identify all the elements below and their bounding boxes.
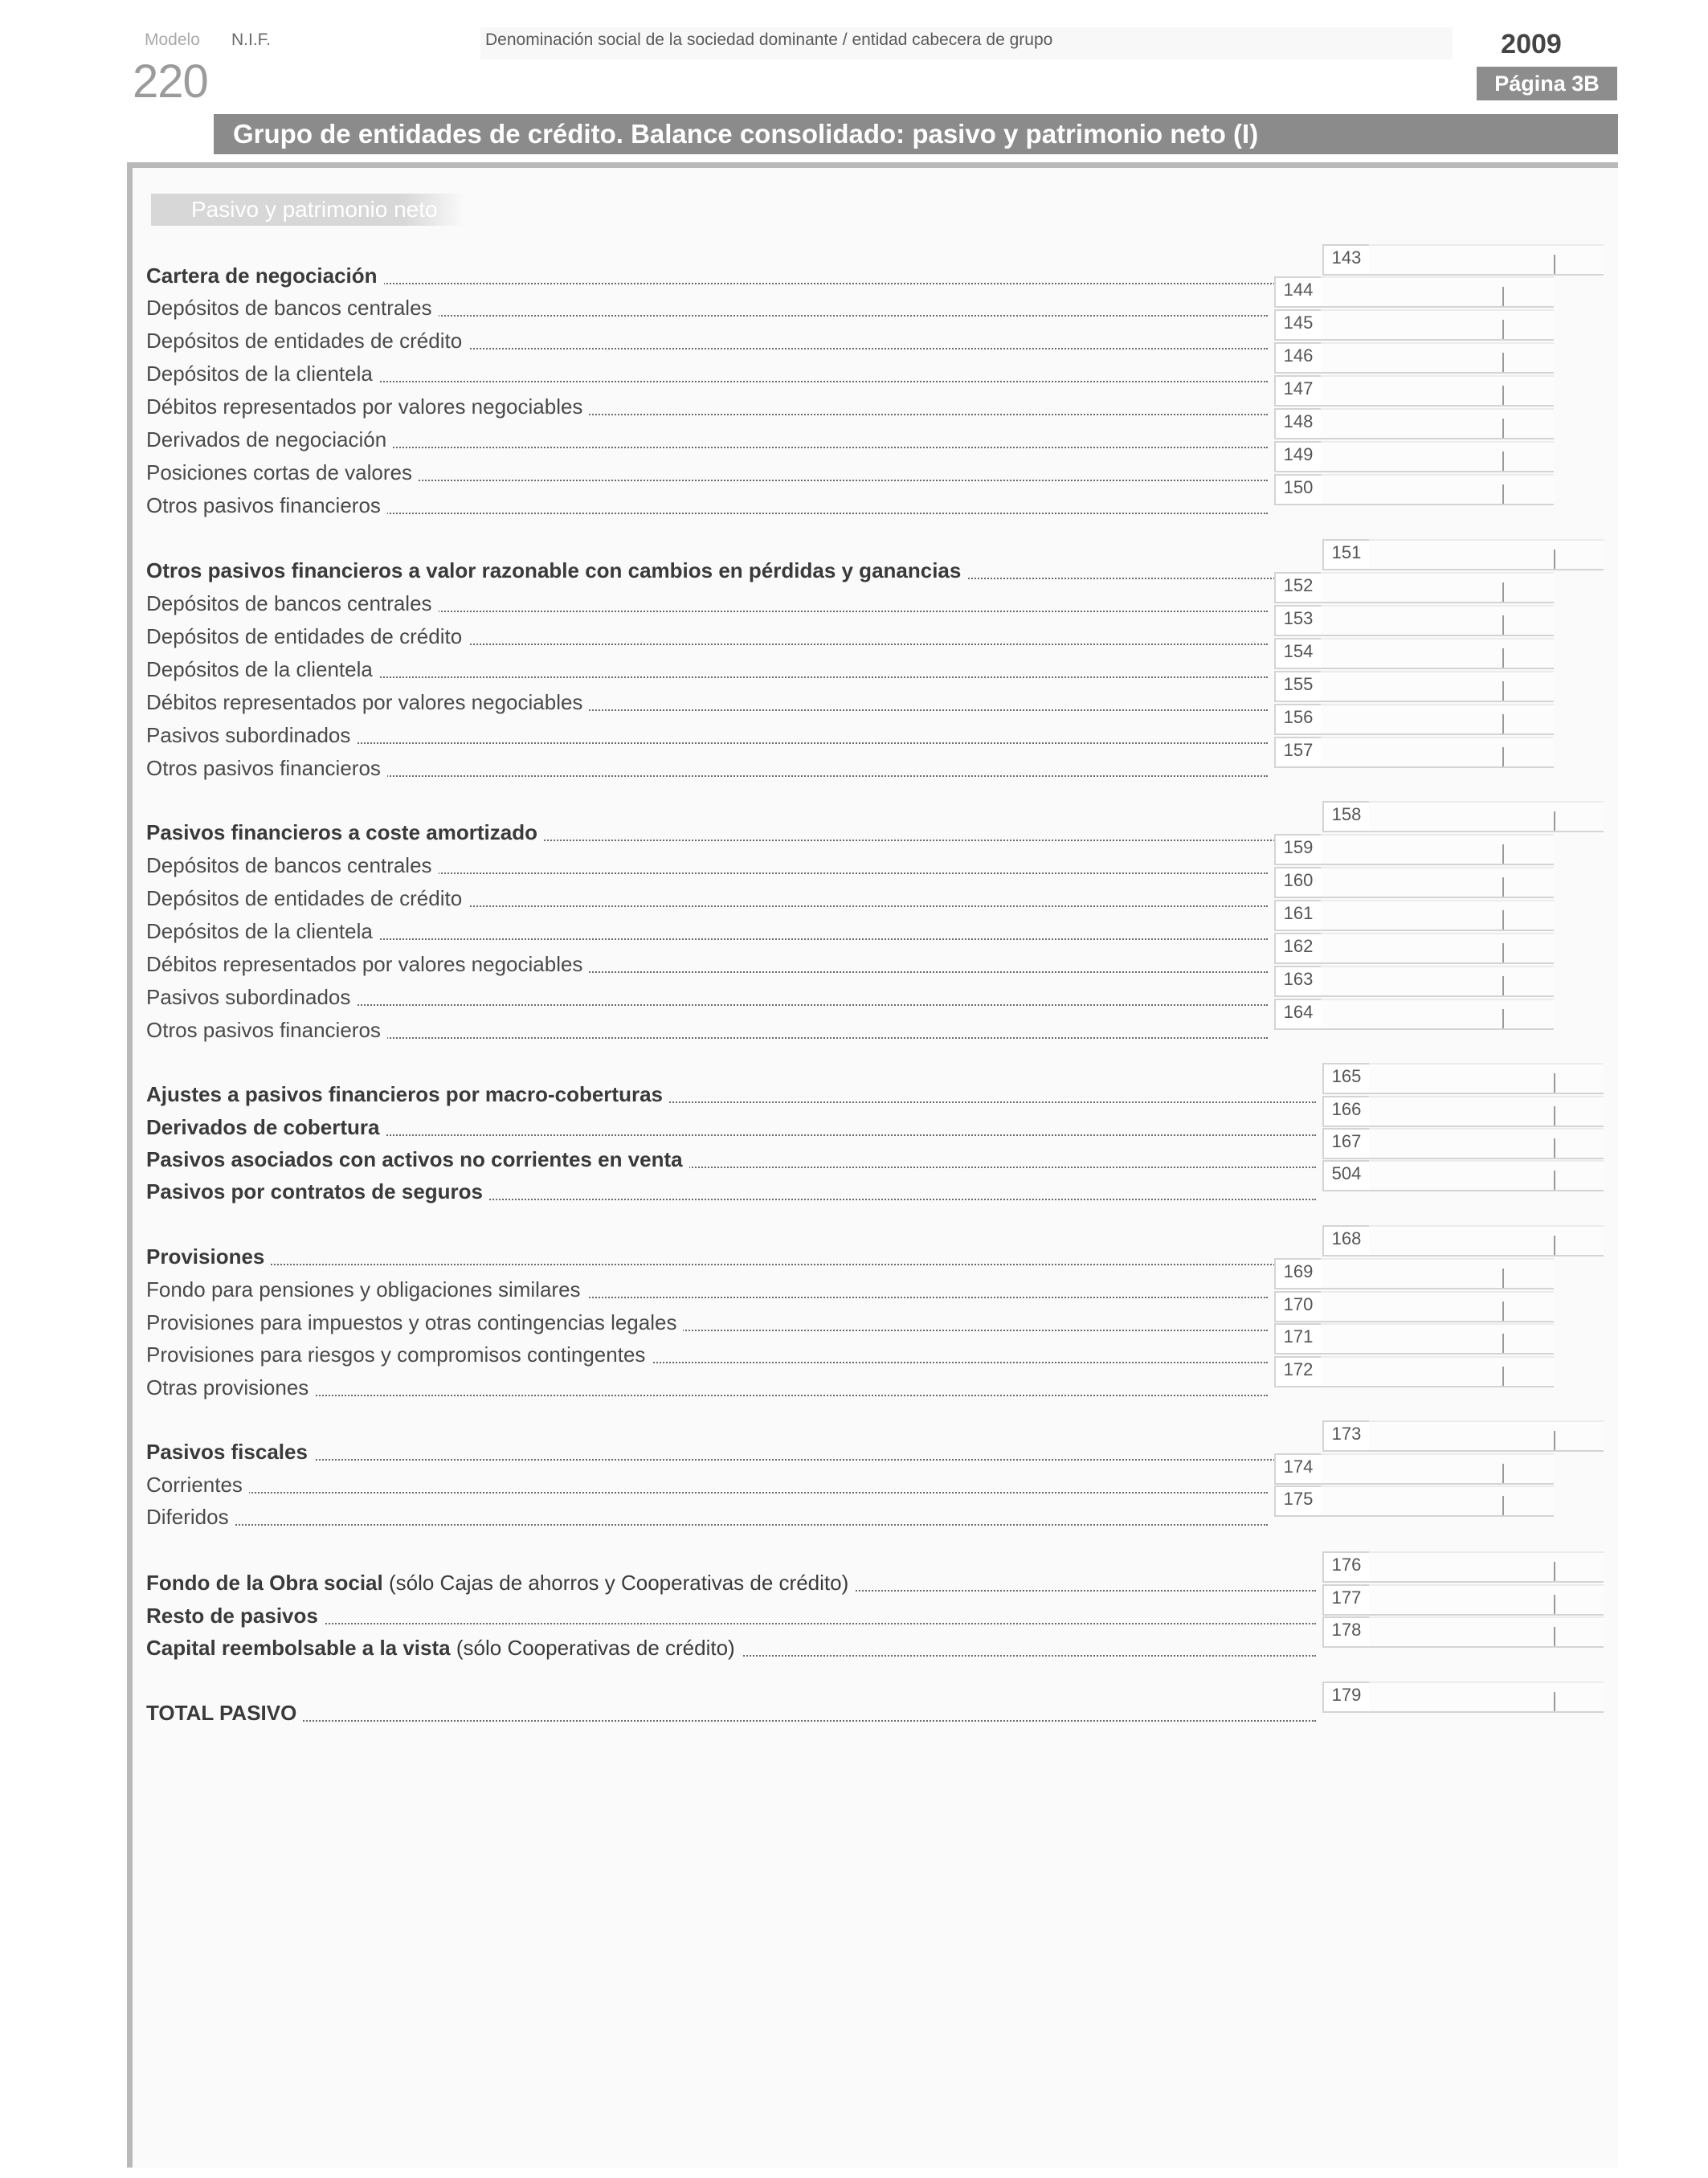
box-code: 173 — [1322, 1420, 1369, 1452]
amount-input[interactable] — [1321, 867, 1554, 898]
row-label-text: Depósitos de la clientela — [146, 919, 373, 943]
row-label-text: Provisiones para impuestos y otras contingencias legales — [146, 1310, 677, 1334]
row-label-text: Débitos representados por valores negociables — [146, 690, 583, 714]
row-label — [146, 591, 1268, 616]
section-title: Pasivo y patrimonio neto — [191, 197, 438, 222]
decimal-separator-tick — [1502, 1009, 1504, 1028]
amount-input[interactable] — [1321, 408, 1554, 439]
row-label — [146, 427, 1268, 452]
row-label-note: (sólo Cooperativas de crédito) — [456, 1636, 735, 1660]
amount-input[interactable] — [1321, 1356, 1554, 1387]
row-label — [146, 1115, 1316, 1140]
box-code: 148 — [1274, 408, 1321, 439]
denominacion-label: Denominación social de la sociedad dominante / entidad cabecera de grupo — [485, 31, 1053, 49]
modelo-label: Modelo — [145, 31, 200, 49]
box-code: 171 — [1274, 1323, 1321, 1355]
box-code: 166 — [1322, 1096, 1369, 1127]
row-label — [146, 1473, 1268, 1498]
amount-input[interactable] — [1369, 1128, 1604, 1159]
row-label — [146, 329, 1268, 353]
modelo-number: 220 — [133, 55, 208, 108]
row-label — [146, 756, 1268, 781]
row-label-text: Posiciones cortas de valores — [146, 460, 412, 484]
amount-input[interactable] — [1369, 801, 1604, 832]
box-code: 150 — [1274, 474, 1321, 505]
page-badge: Página 3B — [1477, 67, 1617, 100]
amount-input[interactable] — [1321, 966, 1554, 997]
box-code: 176 — [1322, 1551, 1369, 1583]
row-label-text: Pasivos financieros a coste amortizado — [146, 820, 537, 844]
decimal-separator-tick — [1502, 419, 1504, 438]
decimal-separator-tick — [1502, 320, 1504, 339]
row-label — [146, 493, 1268, 518]
box-code: 167 — [1322, 1128, 1369, 1159]
row-label-text: Pasivos fiscales — [146, 1440, 308, 1464]
decimal-separator-tick — [1554, 1562, 1555, 1581]
amount-input[interactable] — [1321, 638, 1554, 669]
amount-input[interactable] — [1321, 474, 1554, 505]
decimal-separator-tick — [1554, 1692, 1555, 1711]
decimal-separator-tick — [1554, 1627, 1555, 1646]
row-label-text: Corrientes — [146, 1473, 243, 1497]
row-label-text: Débitos representados por valores negociables — [146, 394, 583, 419]
amount-input[interactable] — [1321, 276, 1554, 308]
decimal-separator-tick — [1554, 1236, 1555, 1255]
box-code: 158 — [1322, 801, 1369, 832]
row-label — [146, 624, 1268, 649]
row-label — [146, 1571, 1316, 1596]
amount-input[interactable] — [1321, 1258, 1554, 1289]
box-code: 178 — [1322, 1616, 1369, 1648]
row-label — [146, 264, 1316, 288]
row-label — [146, 853, 1268, 878]
box-code: 159 — [1274, 834, 1321, 865]
decimal-separator-tick — [1502, 747, 1504, 766]
decimal-separator-tick — [1502, 877, 1504, 897]
box-code: 149 — [1274, 441, 1321, 472]
row-label — [146, 1244, 1316, 1269]
decimal-separator-tick — [1502, 484, 1504, 504]
row-label-text: Ajustes a pasivos financieros por macro-coberturas — [146, 1082, 663, 1106]
box-code: 175 — [1274, 1485, 1321, 1517]
decimal-separator-tick — [1502, 976, 1504, 995]
box-code: 154 — [1274, 638, 1321, 669]
row-label-text: Provisiones — [146, 1244, 265, 1269]
row-label-text: Otros pasivos financieros — [146, 756, 381, 780]
row-label-text: Otros pasivos financieros — [146, 1018, 381, 1042]
row-label-text: Pasivos por contratos de seguros — [146, 1179, 484, 1203]
row-label — [146, 1505, 1268, 1530]
amount-input[interactable] — [1321, 1453, 1554, 1485]
decimal-separator-tick — [1502, 943, 1504, 962]
box-code: 144 — [1274, 276, 1321, 308]
frame-top-rule — [127, 162, 1618, 168]
row-label — [146, 1375, 1268, 1400]
box-code: 177 — [1322, 1584, 1369, 1616]
nif-label: N.I.F. — [231, 31, 272, 49]
row-label-text: Capital reembolsable a la vista — [146, 1636, 451, 1660]
decimal-separator-tick — [1502, 1334, 1504, 1353]
row-label — [146, 1082, 1316, 1107]
box-code: 157 — [1274, 737, 1321, 768]
amount-input[interactable] — [1321, 704, 1554, 735]
decimal-separator-tick — [1502, 452, 1504, 471]
row-label — [146, 1277, 1268, 1302]
row-label — [146, 723, 1268, 748]
box-code: 504 — [1322, 1160, 1369, 1191]
box-code: 145 — [1274, 309, 1321, 341]
decimal-separator-tick — [1502, 844, 1504, 864]
row-label-text: Cartera de negociación — [146, 264, 378, 288]
box-code: 160 — [1274, 867, 1321, 898]
amount-input[interactable] — [1321, 1323, 1554, 1355]
row-label — [146, 1310, 1268, 1335]
amount-input[interactable] — [1321, 834, 1554, 865]
amount-input[interactable] — [1369, 244, 1604, 276]
decimal-separator-tick — [1554, 1106, 1555, 1126]
amount-input[interactable] — [1321, 605, 1554, 636]
row-label-text: Depósitos de bancos centrales — [146, 296, 432, 320]
row-label-text: Depósitos de entidades de crédito — [146, 886, 463, 910]
amount-input[interactable] — [1369, 1616, 1604, 1648]
box-code: 151 — [1322, 539, 1369, 570]
decimal-separator-tick — [1502, 1367, 1504, 1386]
box-code: 168 — [1322, 1225, 1369, 1257]
row-label-text: Depósitos de la clientela — [146, 657, 373, 681]
row-label — [146, 1440, 1316, 1465]
row-label-text: Derivados de negociación — [146, 427, 387, 452]
box-code: 156 — [1274, 704, 1321, 735]
row-label — [146, 1147, 1316, 1172]
decimal-separator-tick — [1502, 353, 1504, 372]
box-code: 172 — [1274, 1356, 1321, 1387]
box-code: 162 — [1274, 933, 1321, 964]
decimal-separator-tick — [1502, 1496, 1504, 1515]
row-label — [146, 1179, 1316, 1204]
decimal-separator-tick — [1554, 1595, 1555, 1614]
decimal-separator-tick — [1502, 287, 1504, 306]
box-code: 152 — [1274, 572, 1321, 603]
box-code: 163 — [1274, 966, 1321, 997]
box-code: 170 — [1274, 1291, 1321, 1322]
row-label-text: Depósitos de bancos centrales — [146, 853, 432, 877]
box-code: 174 — [1274, 1453, 1321, 1485]
box-code: 153 — [1274, 605, 1321, 636]
row-label — [146, 820, 1316, 845]
row-label-note: (sólo Cajas de ahorros y Cooperativas de crédito) — [388, 1571, 849, 1595]
box-code: 143 — [1322, 244, 1369, 276]
decimal-separator-tick — [1502, 1269, 1504, 1288]
amount-input[interactable] — [1369, 1420, 1604, 1452]
decimal-separator-tick — [1502, 910, 1504, 930]
row-label — [146, 657, 1268, 682]
amount-input[interactable] — [1369, 1225, 1604, 1257]
row-label-text: Fondo para pensiones y obligaciones similares — [146, 1277, 581, 1301]
amount-input[interactable] — [1321, 375, 1554, 407]
decimal-separator-tick — [1502, 582, 1504, 602]
row-label-text: Derivados de cobertura — [146, 1115, 380, 1139]
box-code: 179 — [1322, 1682, 1369, 1713]
decimal-separator-tick — [1554, 1431, 1555, 1450]
row-label — [146, 558, 1316, 583]
row-label-text: Pasivos asociados con activos no corrientes en venta — [146, 1147, 683, 1171]
decimal-separator-tick — [1502, 714, 1504, 733]
box-code: 165 — [1322, 1063, 1369, 1094]
row-label — [146, 985, 1268, 1010]
year-label: 2009 — [1501, 29, 1562, 59]
decimal-separator-tick — [1554, 1073, 1555, 1093]
amount-input[interactable] — [1321, 1485, 1554, 1517]
row-label-text: Pasivos subordinados — [146, 723, 351, 747]
decimal-separator-tick — [1554, 550, 1555, 569]
row-label — [146, 952, 1268, 977]
row-label — [146, 394, 1268, 419]
decimal-separator-tick — [1554, 811, 1555, 831]
amount-input[interactable] — [1369, 539, 1604, 570]
box-code: 161 — [1274, 900, 1321, 931]
amount-input[interactable] — [1369, 1063, 1604, 1094]
row-label — [146, 1636, 1316, 1661]
row-label — [146, 886, 1268, 911]
decimal-separator-tick — [1502, 1464, 1504, 1483]
amount-input[interactable] — [1321, 933, 1554, 964]
row-label-text: Depósitos de bancos centrales — [146, 591, 432, 615]
box-code: 164 — [1274, 999, 1321, 1030]
row-label-text: Depósitos de la clientela — [146, 362, 373, 386]
amount-input[interactable] — [1321, 900, 1554, 931]
amount-input[interactable] — [1321, 1291, 1554, 1322]
amount-input[interactable] — [1369, 1160, 1604, 1191]
row-label — [146, 460, 1268, 485]
amount-input[interactable] — [1321, 309, 1554, 341]
decimal-separator-tick — [1554, 1138, 1555, 1158]
amount-input[interactable] — [1321, 999, 1554, 1030]
row-label-text: Diferidos — [146, 1505, 229, 1529]
frame-left-rule — [127, 162, 133, 2168]
box-code: 146 — [1274, 342, 1321, 374]
decimal-separator-tick — [1502, 386, 1504, 405]
row-label — [146, 1342, 1268, 1367]
row-label-text: Débitos representados por valores negociables — [146, 952, 583, 976]
page-title: Grupo de entidades de crédito. Balance consolidado: pasivo y patrimonio neto (I) — [233, 119, 1259, 149]
row-label-text: Otras provisiones — [146, 1375, 309, 1400]
row-label — [146, 362, 1268, 386]
row-label — [146, 1018, 1268, 1043]
amount-input[interactable] — [1369, 1096, 1604, 1127]
row-label-text: Depósitos de entidades de crédito — [146, 329, 463, 353]
row-label-text: Otros pasivos financieros a valor razonable con cambios en pérdidas y ganancias — [146, 558, 962, 582]
row-label-text: Otros pasivos financieros — [146, 493, 381, 517]
amount-input[interactable] — [1321, 737, 1554, 768]
decimal-separator-tick — [1502, 1301, 1504, 1321]
row-label-text: Depósitos de entidades de crédito — [146, 624, 463, 648]
row-label — [146, 690, 1268, 715]
amount-input[interactable] — [1369, 1584, 1604, 1616]
amount-input[interactable] — [1369, 1551, 1604, 1583]
box-code: 169 — [1274, 1258, 1321, 1289]
decimal-separator-tick — [1554, 1171, 1555, 1190]
amount-input[interactable] — [1321, 671, 1554, 702]
row-label-text: Pasivos subordinados — [146, 985, 351, 1009]
amount-input[interactable] — [1369, 1682, 1604, 1713]
row-label-text: Provisiones para riesgos y compromisos contingentes — [146, 1342, 646, 1367]
row-label-text: Resto de pasivos — [146, 1604, 318, 1628]
row-label — [146, 1604, 1316, 1628]
amount-input[interactable] — [1321, 441, 1554, 472]
row-label-text: Fondo de la Obra social — [146, 1571, 383, 1595]
decimal-separator-tick — [1502, 615, 1504, 635]
amount-input[interactable] — [1321, 572, 1554, 603]
row-label — [146, 919, 1268, 944]
decimal-separator-tick — [1502, 648, 1504, 668]
amount-input[interactable] — [1321, 342, 1554, 374]
row-label — [146, 296, 1268, 321]
row-label — [146, 1701, 1316, 1726]
decimal-separator-tick — [1502, 681, 1504, 701]
box-code: 155 — [1274, 671, 1321, 702]
decimal-separator-tick — [1554, 255, 1555, 274]
row-label-text: TOTAL PASIVO — [146, 1701, 297, 1725]
box-code: 147 — [1274, 375, 1321, 407]
